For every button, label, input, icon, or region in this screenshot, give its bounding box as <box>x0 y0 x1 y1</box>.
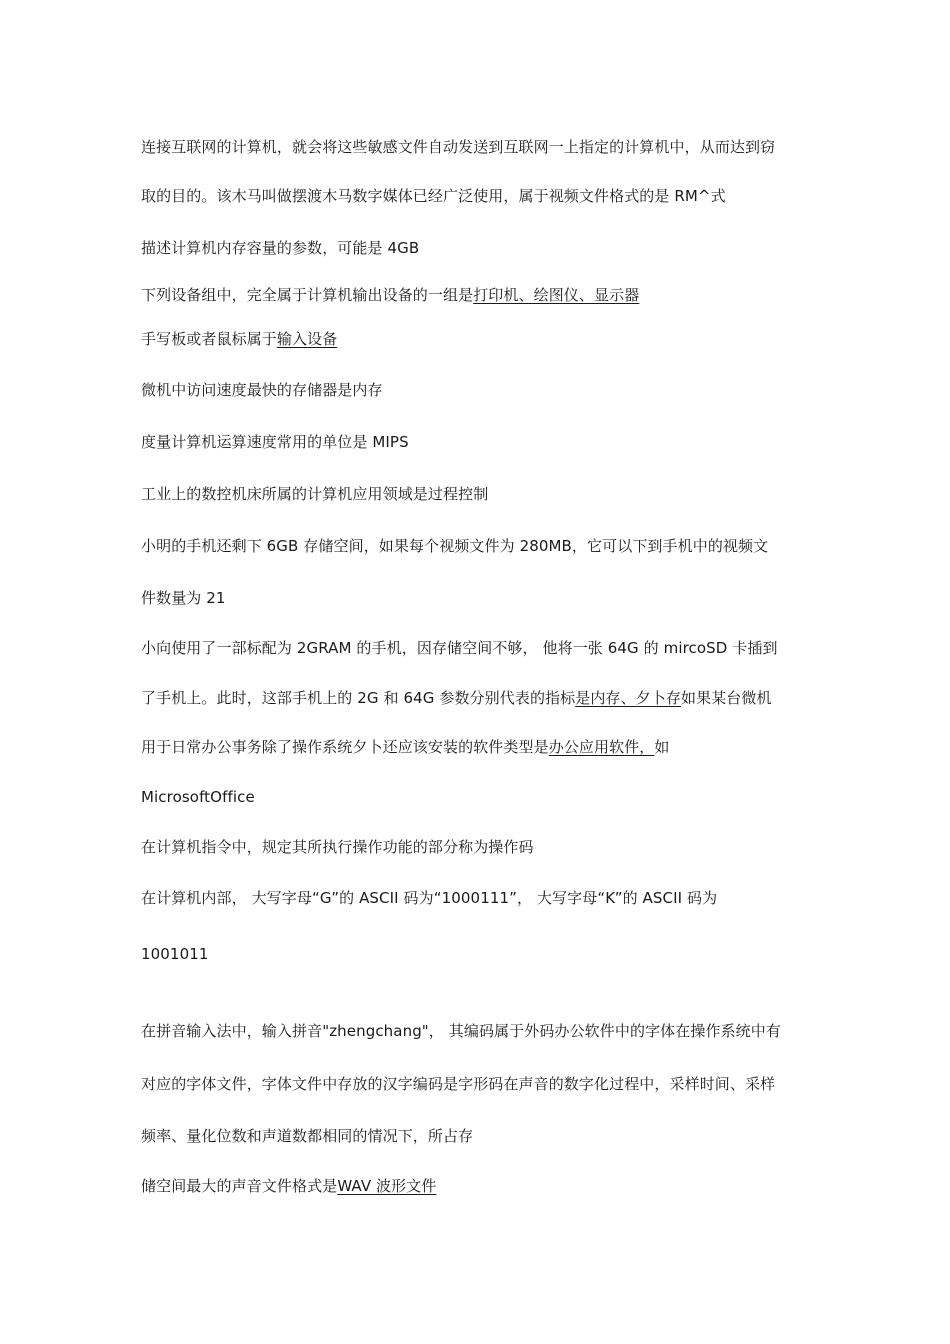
line-text: 下列设备组中，完全属于计算机输出设备的一组是 <box>141 286 474 304</box>
text-line <box>141 1126 473 1146</box>
text-line <box>141 380 383 400</box>
text-line <box>141 484 488 504</box>
line-text: 在拼音输入法中，输入拼音"zhengchang"， 其编码属于外码办公软件中的字体在操作系统中有 <box>141 1022 781 1040</box>
line-text: 度量计算机运算速度常用的单位是 MIPS <box>141 433 409 451</box>
text-line <box>141 787 255 807</box>
answer-text: 办公应用软件， <box>548 738 655 756</box>
line-text: 描述计算机内存容量的参数，可能是 4GB <box>141 239 420 257</box>
line-text: 微机中访问速度最快的存储器是内存 <box>141 381 383 399</box>
text-line <box>141 837 534 857</box>
text-line <box>141 588 226 608</box>
text-line <box>141 888 717 908</box>
answer-text: 是内存、夕卜存 <box>575 689 681 707</box>
line-text: 了手机上。此时，这部手机上的 2G 和 64G 参数分别代表的指标 <box>141 689 576 707</box>
line-text: 件数量为 21 <box>141 589 226 607</box>
text-line <box>141 329 337 349</box>
text-line <box>141 1021 781 1041</box>
answer-text: WAV 波形文件 <box>337 1177 437 1195</box>
text-line <box>141 1074 775 1094</box>
line-text: 如果某台微机 <box>680 689 772 707</box>
text-line <box>141 638 778 658</box>
answer-text: 输入设备 <box>276 330 338 348</box>
answer-text: 打印机、绘图仪、显示器 <box>473 286 640 304</box>
text-line <box>141 1176 436 1196</box>
line-text: 小向使用了一部标配为 2GRAM 的手机，因存储空间不够， 他将一张 64G 的 mircoSD 卡插到 <box>141 639 778 657</box>
text-line <box>141 944 209 964</box>
text-line <box>141 186 726 206</box>
text-line <box>141 536 768 556</box>
text-line <box>141 285 639 305</box>
line-text: 小明的手机还剩下 6GB 存储空间，如果每个视频文件为 280MB，它可以下到手机中的视频文 <box>141 537 769 555</box>
line-text: 用于日常办公事务除了操作系统夕卜还应该安装的软件类型是 <box>141 738 549 756</box>
line-text: 工业上的数控机床所属的计算机应用领域是过程控制 <box>141 485 489 503</box>
line-text: 1001011 <box>141 945 209 963</box>
line-text: 在计算机指令中，规定其所执行操作功能的部分称为操作码 <box>141 838 534 856</box>
line-text: 连接互联网的计算机，就会将这些敏感文件自动发送到互联网一上指定的计算机中，从而达到窃 <box>141 138 776 156</box>
line-text: 手写板或者鼠标属于 <box>141 330 277 348</box>
line-text: 取的目的。该木马叫做摆渡木马数字媒体已经广泛使用，属于视频文件格式的是 RM^式 <box>141 187 726 205</box>
text-line <box>141 137 775 157</box>
line-text: 储空间最大的声音文件格式是 <box>141 1177 338 1195</box>
text-line <box>141 238 419 258</box>
line-text: 在计算机内部， 大写字母“G”的 ASCII 码为“1000111”， 大写字母“K”的 ASCII 码为 <box>141 889 718 907</box>
line-text: 对应的字体文件，字体文件中存放的汉字编码是字形码在声音的数字化过程中，采样时间、采样 <box>141 1075 776 1093</box>
line-text: 频率、量化位数和声道数都相同的情况下，所占存 <box>141 1127 474 1145</box>
line-text: MicrosoftOffice <box>141 788 255 806</box>
text-line <box>141 432 409 452</box>
text-line <box>141 737 670 757</box>
text-line <box>141 688 772 708</box>
line-text: 如 <box>654 738 670 756</box>
